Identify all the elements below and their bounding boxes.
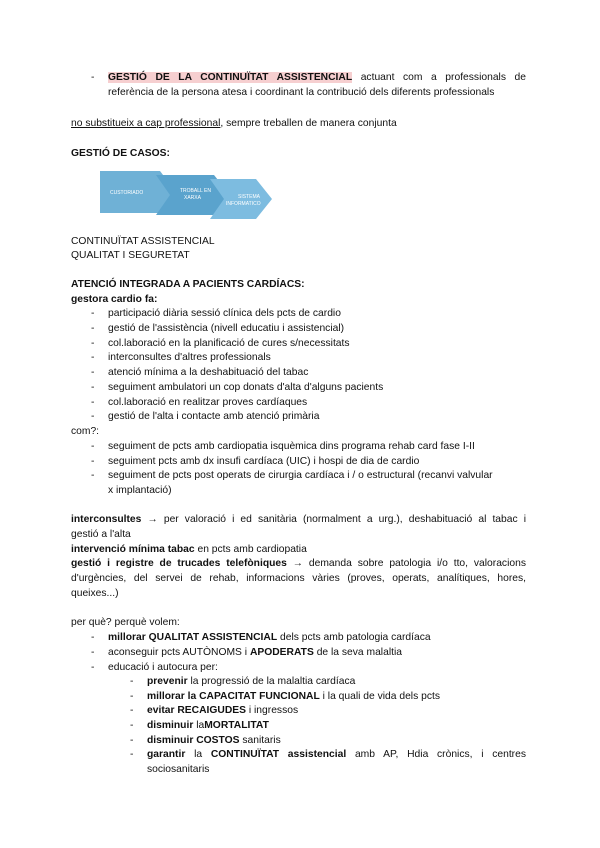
list-item: atenció mínima a la deshabituació del tabac [108, 367, 309, 378]
gestio-casos-heading: GESTIÓ DE CASOS: [71, 148, 170, 159]
diagram-step-2b: XARXA [184, 195, 201, 201]
com-item: seguiment pcts amb dx insufi cardíaca (UIC) i hospi de dia de cardio [108, 456, 420, 467]
com-item: seguiment de pcts amb cardiopatia isquèmica dins programa rehab card fase I-II [108, 441, 475, 452]
perque-item-3: educació i autocura per: [108, 662, 218, 673]
sub-item-4: disminuir laMORTALITAT [147, 720, 269, 731]
interconsultes-line2: gestió a l'alta [71, 529, 131, 540]
sub-item-3: evitar RECAIGUDES i ingressos [147, 705, 299, 716]
com-item-continued: x implantació) [108, 485, 172, 496]
com-item: seguiment de pcts post operats de cirurgia cardíaca i / o estructural (recanvi valvular [108, 470, 493, 481]
top-item-line1: GESTIÓ DE LA CONTINUÏTAT ASSISTENCIAL actuant com a professionals de [108, 72, 526, 83]
atencio-subheading: gestora cardio fa: [71, 294, 158, 305]
intervencio-line: intervenció mínima tabac en pcts amb cardiopatia [71, 544, 307, 555]
sub-item-5: disminuir COSTOS sanitaris [147, 735, 281, 746]
diagram-step-2a: TROBALL EN [180, 188, 211, 194]
list-item: seguiment ambulatori un cop donats d'alta d'alguns pacients [108, 382, 384, 393]
gestio-trucades-line3: queixes...) [71, 588, 119, 599]
list-item: participació diària sessió clínica dels pcts de cardio [108, 308, 341, 319]
atencio-heading: ATENCIÓ INTEGRADA A PACIENTS CARDÍACS: [71, 279, 305, 290]
perque-item-2: aconseguir pcts AUTÒNOMS i APODERATS de la seva malaltia [108, 647, 402, 658]
concept-2: QUALITAT I SEGURETAT [71, 250, 190, 261]
perque-item-1: millorar QUALITAT ASSISTENCIAL dels pcts amb patologia cardíaca [108, 632, 431, 643]
list-item: col.laboració en la planificació de cures s/necessitats [108, 338, 350, 349]
sub-item-1: prevenir la progressió de la malaltia cardíaca [147, 676, 356, 687]
case-management-diagram [96, 165, 276, 220]
list-item: interconsultes d'altres professionals [108, 352, 271, 363]
list-item: gestió de l'assistència (nivell educatiu i assistencial) [108, 323, 345, 334]
top-item-line2: referència de la persona atesa i coordinant la contribució dels diferents professionals [108, 87, 495, 98]
com-label: com?: [71, 426, 100, 437]
diagram-step-3b: INFORMATICO [226, 201, 261, 207]
highlighted-term: GESTIÓ DE LA CONTINUÏTAT ASSISTENCIAL [108, 72, 353, 83]
sub-item-6-continued: sociosanitaris [147, 764, 210, 775]
list-item: gestió de l'alta i contacte amb atenció primària [108, 411, 320, 422]
diagram-step-1: CUSTORIADO [110, 190, 144, 196]
document-page: - GESTIÓ DE LA CONTINUÏTAT ASSISTENCIAL actuant com a professionals de referència de la persona atesa i coordinant la contribució dels diferents professionals no substitueix a cap professional, sempre treballen de manera conjunta GESTIÓ DE CASOS: CUSTORIADO TROBALL EN XARXA SISTEMA INFORMATICO CONTINUÏTAT ASSISTENCIAL QUALITAT I SEGURETAT ATENCIÓ INTEGRADA A PACIENTS CARDÍACS: gestora cardio fa: - participació diària sessió clínica dels pcts de cardio - gestió de l'assistència (nivell educatiu i assistencial) - col.laboració en la planificació de cures s/necessitats - interconsultes d'altres professionals - atenció mínima a la deshabituació del tabac - seguiment ambulatori un cop donats d'alta d'alguns pacients - col.laboració en realitzar proves cardíaques - gestió de l'alta i contacte amb atenció primària com?: - seguiment de pcts amb cardiopatia isquèmica dins programa rehab card fase I-II - seguiment pcts amb dx insufi cardíaca (UIC) i hospi de dia de cardio - seguiment de pcts post operats de cirurgia cardíaca i / o estructural (recanvi valvular x implantació) interconsultes → per valoració i ed sanitària (normalment a urg.), deshabituació al tabac i gestió a l'alta intervenció mínima tabac en pcts amb cardiopatia gestió i registre de trucades telefòniques → demanda sobre patologia i/o tto, valoracions d'urgències, del servei de rehab, informacions vàries (proves, operats, analítiques, hores, queixes...) per què? perquè volem: - millorar QUALITAT ASSISTENCIAL dels pcts amb patologia cardíaca - aconseguir pcts AUTÒNOMS i APODERATS de la seva malaltia - educació i autocura per: - prevenir la progressió de la malaltia cardíaca - millorar la CAPACITAT FUNCIONAL i la quali de vida dels pcts - evitar RECAIGUDES i ingressos - disminuir laMORTALITAT - disminuir COSTOS sanitaris - garantir la CONTINUÏTAT assistencial amb AP, Hdia crònics, i centres sociosanitaris [71, 72, 526, 775]
interconsultes-line1: interconsultes → per valoració i ed sanitària (normalment a urg.), deshabituació al tabac i [71, 514, 526, 525]
list-item: col.laboració en realitzar proves cardíaques [108, 397, 308, 408]
diagram-step-3a: SISTEMA [238, 194, 260, 200]
gestio-trucades-line2: d'urgències, del servei de rehab, informacions vàries (proves, operats, analítiques, hores, [71, 573, 526, 584]
sub-item-6: garantir la CONTINUÏTAT assistencial amb AP, Hdia crònics, i centres [147, 749, 526, 760]
no-substitueix-line: no substitueix a cap professional, sempre treballen de manera conjunta [71, 118, 397, 129]
gestio-trucades-line1: gestió i registre de trucades telefòniques → demanda sobre patologia i/o tto, valoracions [71, 558, 526, 569]
concept-1: CONTINUÏTAT ASSISTENCIAL [71, 236, 215, 247]
bullet-dash: - [91, 72, 95, 83]
perque-intro: per què? perquè volem: [71, 617, 180, 628]
sub-item-2: millorar la CAPACITAT FUNCIONAL i la quali de vida dels pcts [147, 691, 440, 702]
